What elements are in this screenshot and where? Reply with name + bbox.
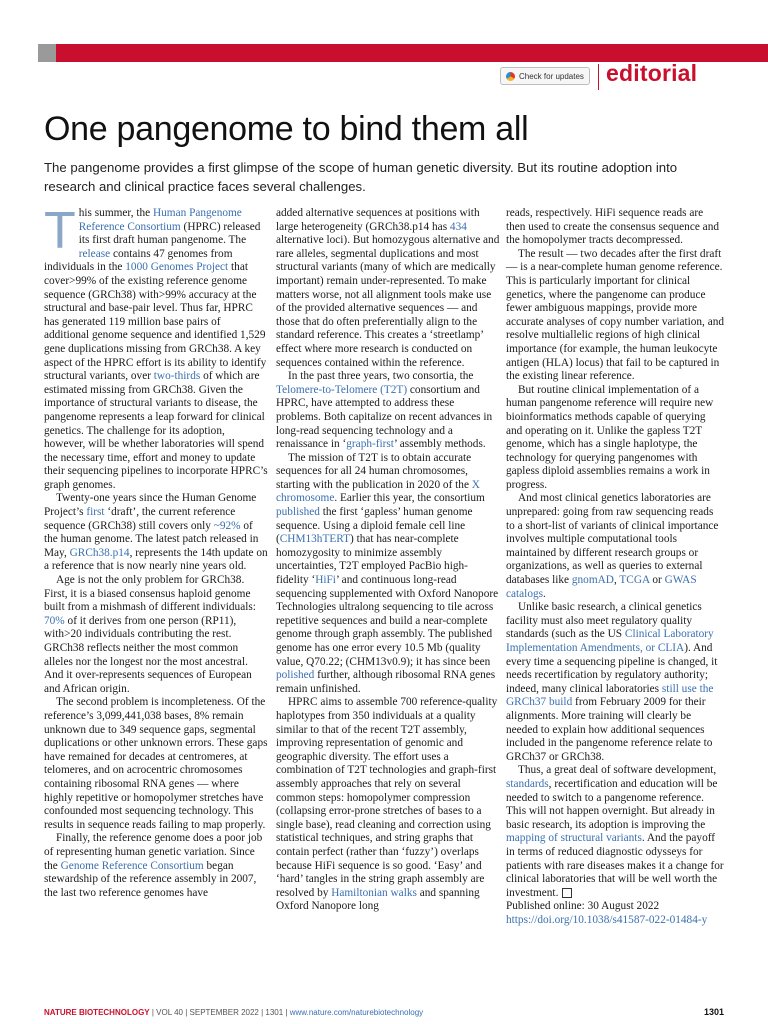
link-first[interactable]: first <box>86 506 105 519</box>
paragraph: added alternative sequences at positions with large heterogeneity (GRCh38.p14 has 434 alternative loci). But homozygous alternative and rare alleles, segmental duplications and most structural variants (many of which are medically important) remain under-represented. To make matters worse, not all alignment tools make use of the provided alternative sequences — and those that do often preferentially align to the standard reference. This creates a ‘streetlamp’ effect where more research is conducted on sequences contained within the reference. <box>276 207 500 369</box>
link-x-chromosome[interactable]: X chromosome <box>276 478 480 505</box>
paragraph: Age is not the only problem for GRCh38. First, it is a biased consensus haploid genome built from a mishmash of different individuals: 70% of it derives from one person (RP11), with>20 individuals contributing the rest. GRCh38 reflects neither the most common alleles nor the longest nor the most ancestral. And it over-represents sequences of European and African origin. <box>44 574 256 695</box>
link-tcga[interactable]: TCGA <box>619 574 650 587</box>
paragraph: But routine clinical implementation of a human pangenome reference will require new bioinformatics methods capable of querying and operating on it. Unlike the gapless T2T genome, which has a single haplotype, the technology for querying pangenomes with gapless diploid assemblies remains a work in progress. <box>506 383 714 491</box>
section-divider <box>598 64 599 90</box>
link-gwas-catalogs[interactable]: GWAS catalogs <box>506 574 697 600</box>
link-standards[interactable]: standards <box>506 777 549 790</box>
link-polished[interactable]: polished <box>276 669 315 682</box>
paragraph: Finally, the reference genome does a poor job of representing human genetic variation. Since the Genome Reference Consortium began stewardship of the reference assembly in 2007, the last two reference genomes have <box>44 832 263 899</box>
paragraph: And most clinical genetics laboratories are unprepared: going from raw sequencing reads to a short-list of variants of clinical importance involves multiple computational tools maintained by different research groups or organizations, as well as queries to external databases like gnomAD, TCGA or GWAS catalogs. <box>506 492 719 600</box>
paragraph: HPRC aims to assemble 700 reference-quality haplotypes from 350 individuals at a quality similar to that of the recent T2T assembly, improving representation of genomic and geographic diversity. The effort uses a combination of T2T technologies and graph-first assembly approaches that rely on several common steps: homopolymer compression (collapsing error-prone stretches of bases to a single base), read cleaning and correction using statistical techniques, and string graphs that contain perfect (rather than ‘fuzzy’) overlaps because HiFi sequence is so good. ‘Easy’ and ‘hard’ tangles in the string graph assembly are resolved by Hamiltonian walks and spanning Oxford Nanopore long <box>276 696 498 913</box>
issue-info: | VOL 40 | SEPTEMBER 2022 | 1301 | <box>149 1008 290 1017</box>
journal-url[interactable]: www.nature.com/naturebiotechnology <box>289 1008 424 1017</box>
crossmark-icon <box>506 72 515 81</box>
page-number: 1301 <box>703 1007 724 1017</box>
link-434[interactable]: 434 <box>449 220 467 233</box>
section-label: editorial <box>606 60 698 86</box>
link-hprc[interactable]: Human Pangenome Reference Consortium <box>78 207 242 233</box>
article-title: One pangenome to bind them all <box>44 110 529 148</box>
body-column-3 <box>506 207 724 927</box>
doi-link[interactable]: https://doi.org/10.1038/s41587-022-01484-y <box>506 913 708 926</box>
link-grc[interactable]: Genome Reference Consortium <box>60 859 204 872</box>
link-grch37-build[interactable]: still use the GRCh37 build <box>506 682 714 709</box>
paragraph: The result — two decades after the first draft — is a near-complete human genome reference. This is particularly important for clinical genetics, where the pangenome can produce fewer ambiguous mappings, provide more accurate analyses of copy number variation, and resolve multiallelic regions of high clinical importance (for example, the human leukocyte antigen (HLA) locus) that fail to be captured in the existing linear reference. <box>506 247 725 383</box>
link-clia[interactable]: Clinical Laboratory Implementation Amendments, or CLIA <box>506 628 714 654</box>
link-published[interactable]: published <box>276 506 320 519</box>
paragraph: Thus, a great deal of software development, standards, recertification and education will be needed to switch to a pangenome reference. This will not happen overnight. But already in basic research, its adoption is improving the mapping of structural variants. And the payoff in terms of reduced diagnostic odysseys for patients with rare diseases makes it a change for clinical laboratories that will be well worth the investment. <box>506 764 724 899</box>
paragraph: The second problem is incompleteness. Of the reference’s 3,099,441,038 bases, 8% remain unknown due to 349 sequence gaps, segmental duplications or other unknown errors. These gaps have remained for decades at centromeres, at telomeres, and on acrocentric chromosomes containing ribosomal RNA genes — where highly repetitive or homopolymer stretches have confounded most sequencing technology. This results in sequence reads failing to map properly. <box>44 696 268 831</box>
link-gnomad[interactable]: gnomAD <box>571 574 614 587</box>
check-for-updates-label: Check for updates <box>519 71 584 81</box>
link-grch38-p14[interactable]: GRCh38.p14 <box>69 546 130 559</box>
paragraph: The mission of T2T is to obtain accurate sequences for all 24 human chromosomes, starting with the publication in 2020 of the X chromosome. Earlier this year, the consortium published the first ‘gapless’ human genome sequence. Using a diploid female cell line (CHM13hTERT) that has near-complete homozygosity to minimize assembly uncertainties, T2T employed PacBio high-fidelity ‘HiFi’ and continuous long-read sequencing supplemented with Oxford Nanopore Technologies ultralong sequencing to tile across repetitive sequences and build a near-complete genome through graph assembly. The published genome has one error every 10.5 Mb (quality value, Q70.22; (CHM13v0.9); it has since been polished further, although ribosomal RNA genes remain unfinished. <box>276 451 499 695</box>
page-footer <box>44 1008 724 1017</box>
article-standfirst: The pangenome provides a first glimpse of the scope of human genetic diversity. But its routine adoption into research and clinical practice faces several challenges. <box>44 160 678 194</box>
link-70-percent[interactable]: 70% <box>44 614 65 627</box>
link-hamiltonian-walks[interactable]: Hamiltonian walks <box>331 886 417 899</box>
link-chm13htert[interactable]: CHM13hTERT <box>279 533 351 546</box>
link-release[interactable]: release <box>78 247 111 260</box>
link-hifi[interactable]: HiFi <box>315 574 336 587</box>
link-two-thirds[interactable]: two-thirds <box>153 370 201 383</box>
link-mapping-structural-variants[interactable]: mapping of structural variants <box>506 832 642 845</box>
journal-name: NATURE BIOTECHNOLOGY <box>44 1008 150 1017</box>
body-column-2 <box>276 207 500 914</box>
link-1000-genomes[interactable]: 1000 Genomes Project <box>125 261 229 274</box>
drop-cap: T <box>44 202 76 260</box>
body-column-1 <box>44 202 268 900</box>
link-92-percent[interactable]: ~92% <box>213 519 241 532</box>
end-mark-icon <box>562 888 572 898</box>
paragraph: Twenty-one years since the Human Genome Project’s first ‘draft’, the current reference sequence (GRCh38) still covers only ~92% of the human genome. The latest patch released in May, GRCh38.p14, represents the 14th update on a reference that is now nearly nine years old. <box>44 492 268 573</box>
link-graph-first[interactable]: graph-first <box>346 438 394 451</box>
paragraph: Unlike basic research, a clinical genetics facility must also meet regulatory quality standards (such as the US Clinical Laboratory Implementation Amendments, or CLIA). And every time a sequencing pipeline is changed, it needs recertification by regulatory authority; indeed, many clinical laboratories still use the GRCh37 build from February 2009 for their alignments. More training will clearly be needed to explain how additional sequences included in the pangenome reference relate to GRCh37 or GRCh38. <box>506 601 718 763</box>
banner-grey-block <box>38 44 56 62</box>
paragraph: reads, respectively. HiFi sequence reads are then used to create the consensus sequence and the homopolymer tracts decompressed. <box>506 207 719 247</box>
link-t2t[interactable]: Telomere-to-Telomere (T2T) <box>276 383 408 396</box>
published-date: Published online: 30 August 2022 <box>506 900 660 913</box>
paragraph: This summer, the Human Pangenome Reference Consortium (HPRC) released its first draft human pangenome. The release contains 47 genomes from individuals in the 1000 Genomes Project that cover>99% of the existing reference genome sequence (GRCh38) with>99% accuracy at the structural and base-pair level. Thus far, HPRC has generated 119 million base pairs of additional genome sequence and identified 1,529 gene duplications missing from GRCh38. A key aspect of the HPRC effort is its ability to identify structural variants, over two-thirds of which are estimated missing from GRCh38. Given the importance of structural variants to disease, the pangenome represents a leap forward for clinical genetics. The challenge for its adoption, however, will be whether laboratories will spend the necessary time, effort and money to update their sequencing pipelines to incorporate HPRC’s graph genomes. <box>44 202 268 491</box>
check-for-updates-button[interactable] <box>500 67 590 85</box>
top-banner <box>0 0 768 42</box>
paragraph: In the past three years, two consortia, the Telomere-to-Telomere (T2T) consortium and HPRC, have attempted to address these problems. Both capitalize on recent advances in long-read sequencing technology and a renaissance in ‘graph-first’ assembly methods. <box>276 370 493 451</box>
